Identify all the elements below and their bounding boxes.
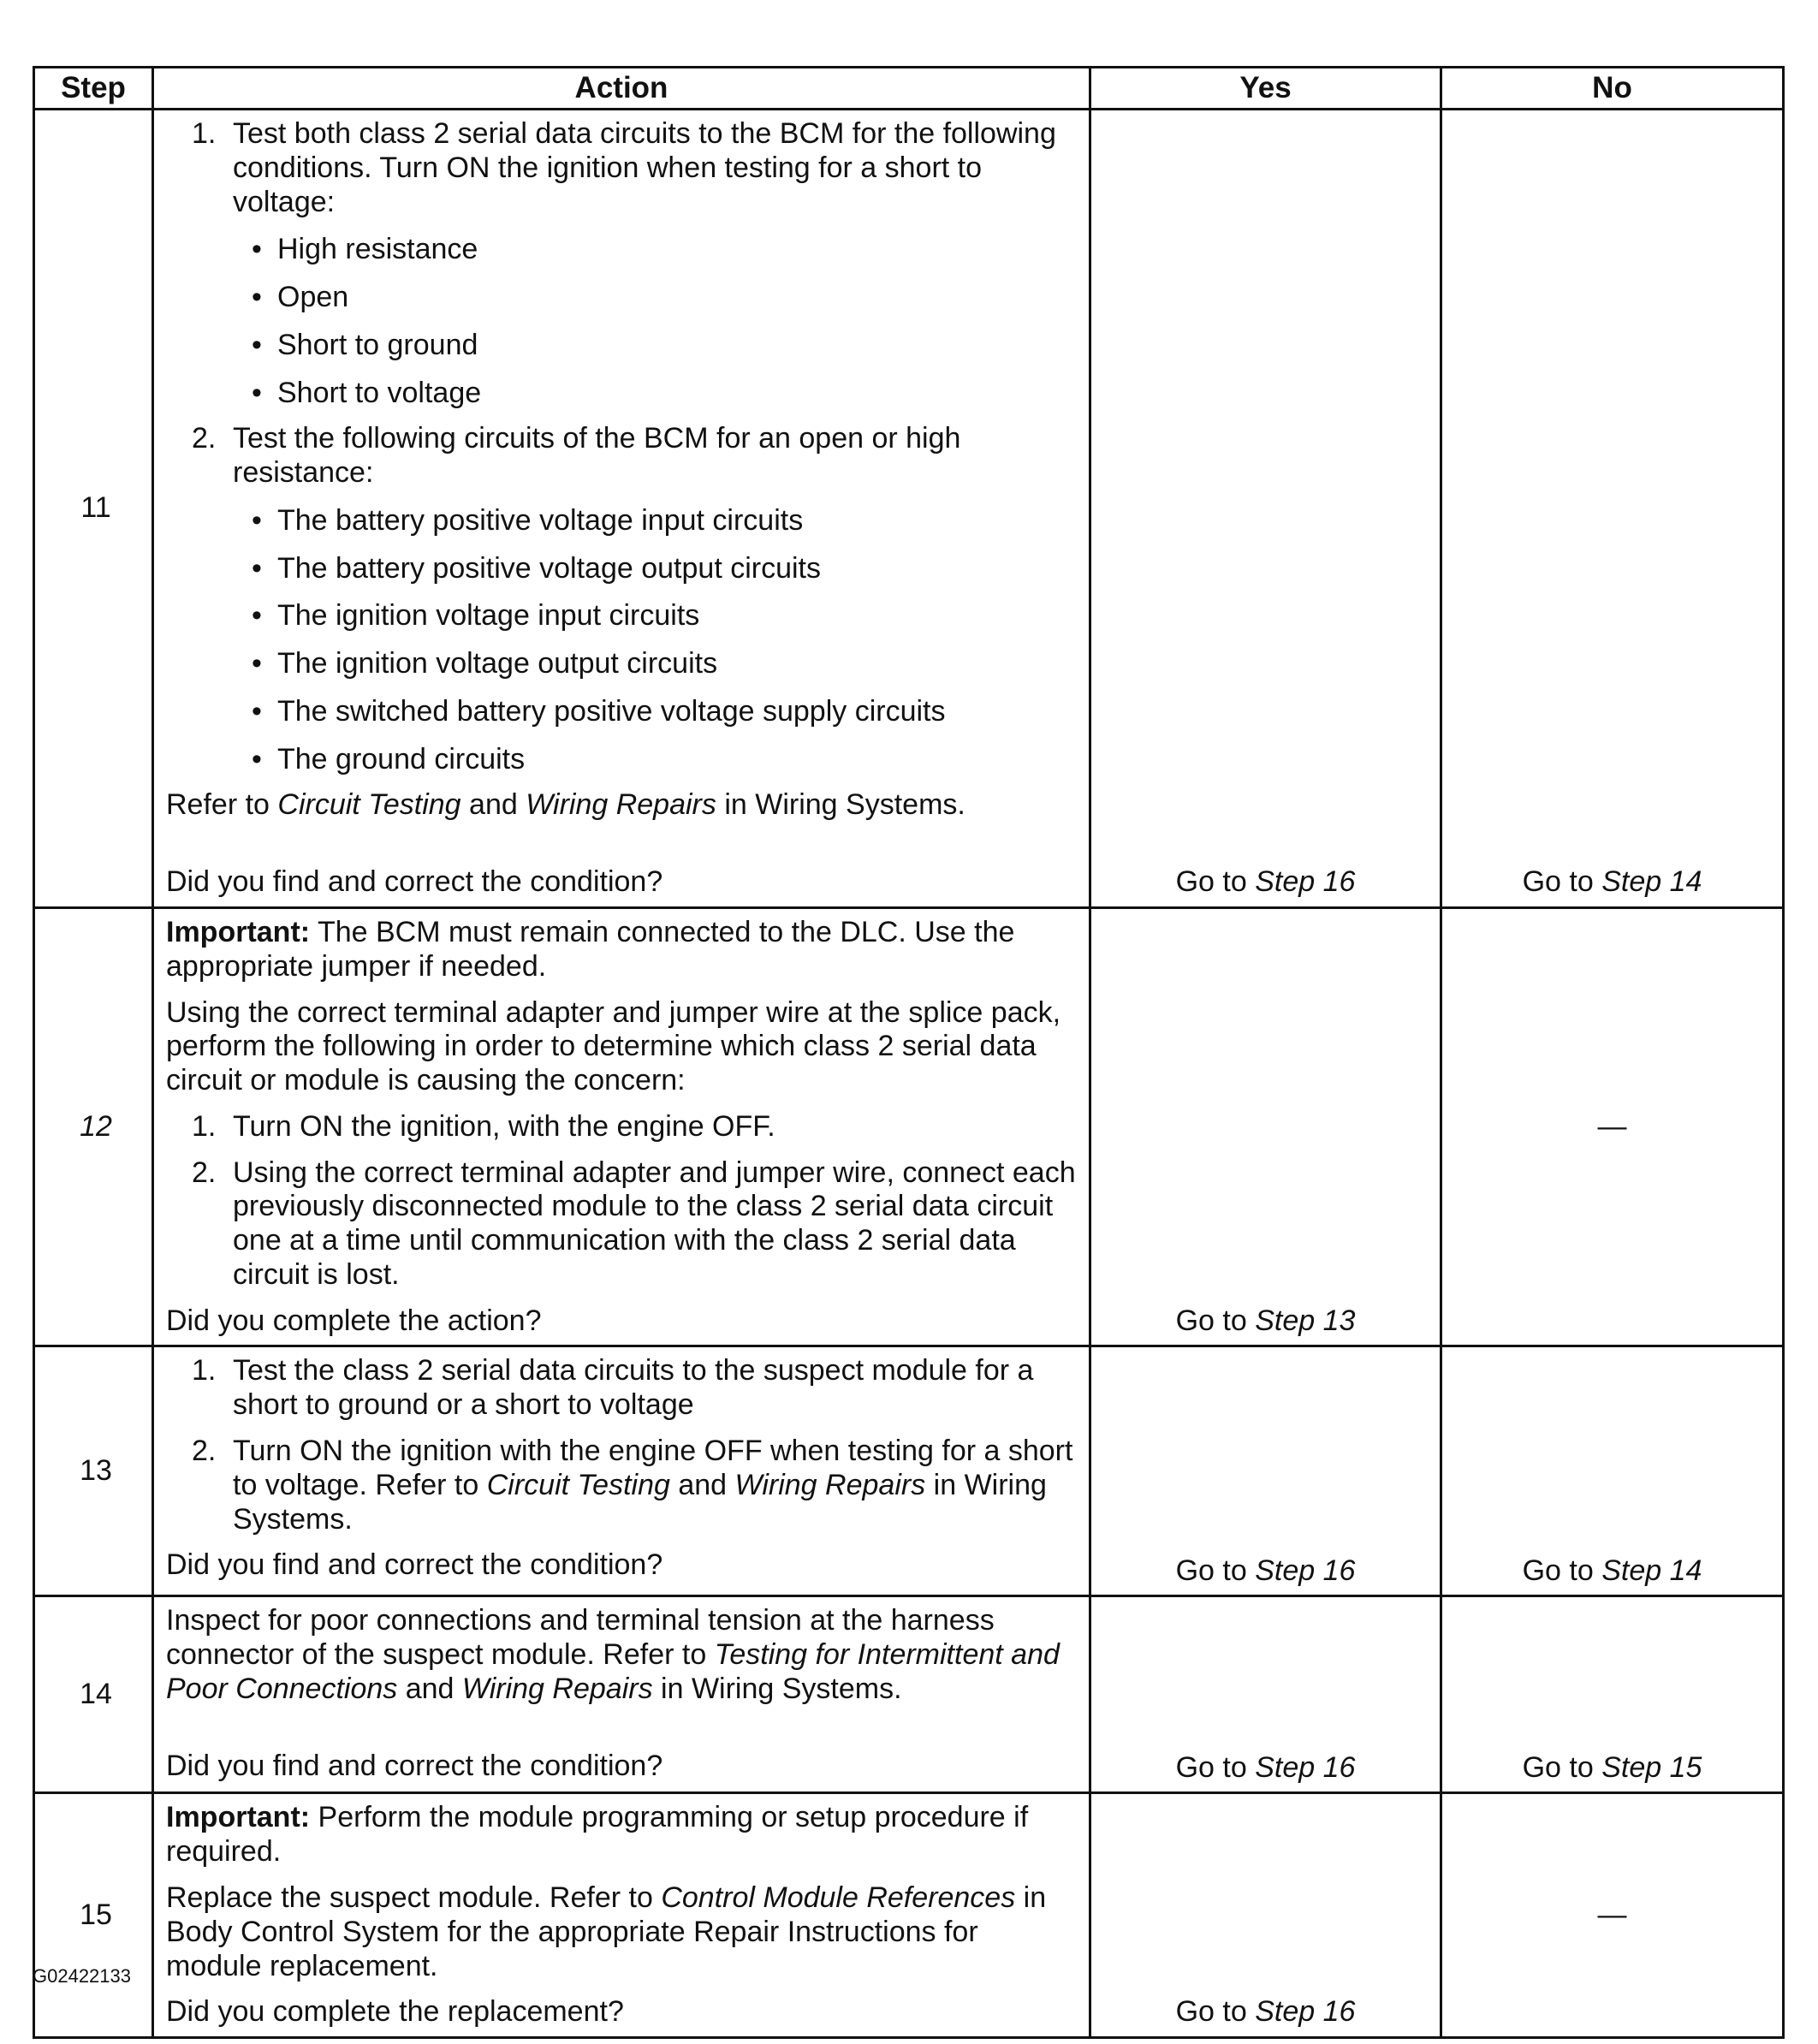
go-to-text: Go to — [1522, 1554, 1594, 1587]
important-label: Important: — [166, 916, 311, 949]
item-number: 2. — [192, 1156, 217, 1189]
no-cell — [1441, 1793, 1784, 2038]
no-step-link[interactable]: Step 14 — [1601, 1554, 1702, 1587]
figure-id: G02422133 — [33, 1965, 131, 1987]
header-action: Action — [153, 68, 1090, 110]
bullet-text: The ignition voltage input circuits — [277, 599, 700, 633]
bullet-icon: • — [252, 742, 262, 775]
item-number: 2. — [192, 1434, 217, 1467]
list-item — [166, 647, 1077, 681]
action-cell — [153, 1346, 1090, 1596]
list-item — [166, 552, 1077, 586]
step-number: 11 — [34, 110, 153, 908]
instruction-text — [166, 1881, 1077, 1983]
yes-cell — [1090, 1346, 1441, 1596]
yes-step-link[interactable]: Step 16 — [1255, 865, 1356, 899]
action-cell — [153, 908, 1090, 1346]
numbered-item — [166, 1110, 1077, 1144]
and-text: and — [678, 1468, 728, 1501]
yes-step-link[interactable]: Step 13 — [1255, 1304, 1356, 1337]
numbered-item — [166, 422, 1077, 490]
reference-intermittent-connections: Testing for Intermittent and Poor Connections — [166, 1638, 1060, 1705]
action-cell — [153, 1793, 1090, 2038]
bullet-icon: • — [252, 694, 262, 728]
reference-wiring-repairs: Wiring Repairs — [734, 1468, 926, 1501]
go-to-text: Go to — [1522, 1750, 1594, 1784]
question-text: Did you find and correct the condition? — [166, 865, 663, 899]
yes-step-link[interactable]: Step 16 — [1255, 1554, 1356, 1587]
header-yes: Yes — [1090, 68, 1441, 110]
yes-cell — [1090, 110, 1441, 908]
list-item — [166, 329, 1077, 363]
important-note — [166, 916, 1077, 984]
diagnostic-table — [33, 66, 1785, 2039]
important-note — [166, 1801, 1077, 1869]
reference-control-module: Control Module References — [661, 1881, 1016, 1914]
step-number: 12 — [34, 908, 153, 1346]
action-cell — [153, 1596, 1090, 1793]
item-text: Test the class 2 serial data circuits to the suspect module for a short to ground or a short to voltage — [233, 1354, 1034, 1422]
reference-tail: in Wiring Systems. — [233, 1468, 1047, 1536]
table-row-step-12 — [34, 908, 1784, 1346]
bullet-text: High resistance — [277, 233, 478, 266]
question-text: Did you find and correct the condition? — [166, 1749, 663, 1782]
item-number: 1. — [192, 1354, 217, 1387]
bullet-text: Short to voltage — [277, 376, 482, 409]
go-to-text: Go to — [1175, 1554, 1247, 1587]
reference-wiring-repairs: Wiring Repairs — [526, 788, 716, 822]
bullet-text: The ground circuits — [277, 742, 526, 775]
no-cell — [1441, 1596, 1784, 1793]
bullet-text: The ignition voltage output circuits — [277, 647, 718, 680]
instruction-text — [166, 1604, 1077, 1706]
important-text: The BCM must remain connected to the DLC. Use the appropriate jumper if needed. — [166, 916, 1015, 983]
list-item — [166, 504, 1077, 538]
item-text: Test both class 2 serial data circuits to the BCM for the following conditions. Turn ON the ignition when testing for a short to voltage: — [233, 117, 1056, 218]
list-item — [166, 599, 1077, 633]
and-text: and — [469, 788, 518, 822]
list-item — [166, 695, 1077, 729]
bullet-text: Open — [277, 281, 349, 314]
go-to-text: Go to — [1175, 865, 1247, 899]
numbered-item — [166, 1156, 1077, 1292]
bullet-icon: • — [252, 281, 262, 314]
reference-tail: in Body Control System for the appropriate Repair Instructions for module replacement. — [166, 1881, 1047, 1982]
bullet-icon: • — [252, 647, 262, 680]
reference-tail: Wiring Systems. — [755, 788, 965, 822]
intro-text: Using the correct terminal adapter and jumper wire at the splice pack, perform the following in order to determine which class 2 serial data circuit or module is causing the concern: — [166, 995, 1061, 1097]
bullet-icon: • — [252, 599, 262, 633]
table-row-step-13 — [34, 1346, 1784, 1596]
yes-step-link[interactable]: Step 16 — [1255, 1995, 1356, 2029]
item-text: Turn ON the ignition, with the engine OFF. — [233, 1109, 775, 1143]
list-item — [166, 281, 1077, 315]
action-cell — [153, 110, 1090, 908]
numbered-item — [166, 117, 1077, 219]
table-row-step-14 — [34, 1596, 1784, 1793]
question-text: Did you complete the action? — [166, 1304, 542, 1337]
reference-circuit-testing: Circuit Testing — [277, 788, 461, 822]
table-row-step-15 — [34, 1793, 1784, 2038]
go-to-text: Go to — [1175, 1750, 1247, 1784]
yes-cell — [1090, 1793, 1441, 2038]
bullet-icon: • — [252, 503, 262, 537]
go-to-text: Go to — [1175, 1304, 1247, 1337]
numbered-item — [166, 1435, 1077, 1536]
bullet-text: The switched battery positive voltage supply circuits — [277, 694, 946, 728]
bullet-icon: • — [252, 376, 262, 409]
step-number: 14 — [34, 1596, 153, 1793]
item-number: 1. — [192, 1109, 217, 1143]
important-label: Important: — [166, 1801, 311, 1834]
dash-symbol: — — [1597, 1898, 1627, 1931]
bullet-text: The battery positive voltage output circuits — [277, 551, 821, 585]
reference-wiring-repairs: Wiring Repairs — [461, 1672, 653, 1705]
dash-symbol: — — [1597, 1109, 1627, 1143]
item-text: Test the following circuits of the BCM for an open or high resistance: — [233, 422, 961, 490]
yes-cell — [1090, 1596, 1441, 1793]
step-number: 15 — [34, 1793, 153, 2038]
item-number: 1. — [192, 117, 217, 150]
header-row — [34, 68, 1784, 110]
item-text: Using the correct terminal adapter and jumper wire, connect each previously disconnected module to the class 2 serial data circuit one at a time until communication with the class 2 serial data circuit is lost. — [233, 1156, 1076, 1291]
reference-tail: in Wiring Systems. — [661, 1672, 902, 1705]
header-step: Step — [34, 68, 153, 110]
and-text: and — [405, 1672, 454, 1705]
bullet-text: Short to ground — [277, 328, 478, 361]
instruction-lead: Inspect for poor connections and terminal tension at the harness connector of the suspect module. Refer to — [166, 1604, 995, 1672]
item-number: 2. — [192, 422, 217, 455]
important-text: Perform the module programming or setup procedure if required. — [166, 1801, 1029, 1869]
no-step-link[interactable]: Step 15 — [1601, 1750, 1702, 1784]
go-to-text: Go to — [1522, 865, 1594, 899]
numbered-item — [166, 1354, 1077, 1423]
item-text-lead: Turn ON the ignition with the engine OFF when testing for a short to voltage. Refer to — [233, 1434, 1073, 1501]
bullet-icon: • — [252, 551, 262, 585]
table-row-step-11 — [34, 110, 1784, 908]
list-item — [166, 377, 1077, 411]
question-text: Did you find and correct the condition? — [166, 1548, 663, 1582]
reference-circuit-testing: Circuit Testing — [486, 1468, 670, 1501]
list-item — [166, 743, 1077, 777]
refer-to-text: Refer to — [166, 788, 270, 822]
list-item — [166, 233, 1077, 267]
no-step-link[interactable]: Step 14 — [1601, 865, 1702, 899]
bullet-icon: • — [252, 233, 262, 266]
no-cell — [1441, 1346, 1784, 1596]
reference-text — [166, 788, 1077, 823]
no-cell — [1441, 908, 1784, 1346]
instruction-lead: Replace the suspect module. Refer to — [166, 1881, 653, 1914]
no-cell — [1441, 110, 1784, 908]
step-number: 13 — [34, 1346, 153, 1596]
yes-step-link[interactable]: Step 16 — [1255, 1750, 1356, 1784]
in-text: in — [724, 788, 747, 822]
yes-cell — [1090, 908, 1441, 1346]
go-to-text: Go to — [1175, 1995, 1247, 2029]
question-text: Did you complete the replacement? — [166, 1995, 624, 2029]
item-text — [233, 1435, 1077, 1536]
bullet-text: The battery positive voltage input circuits — [277, 503, 804, 537]
header-no: No — [1441, 68, 1784, 110]
bullet-icon: • — [252, 328, 262, 361]
